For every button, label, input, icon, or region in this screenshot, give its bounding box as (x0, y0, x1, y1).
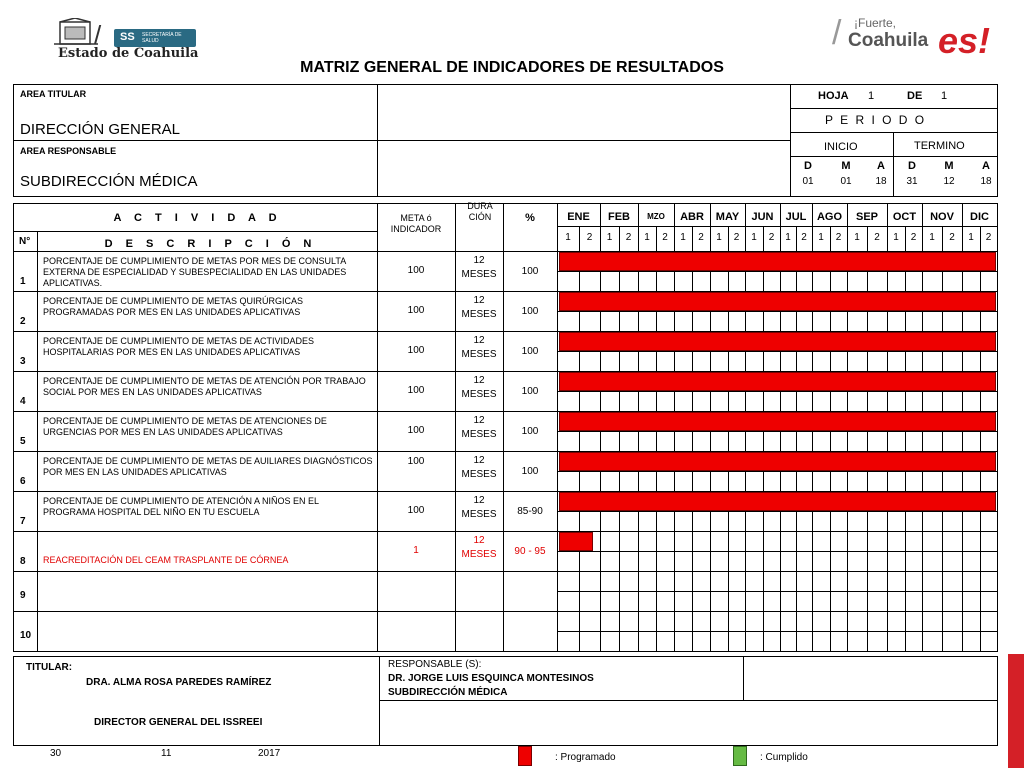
row-percent: 100 (521, 306, 539, 317)
month-header: ABR (680, 211, 704, 223)
row-number: 6 (20, 476, 26, 487)
half-divider (763, 226, 764, 651)
descripcion-header: D E S C R I P C I Ó N (104, 238, 312, 250)
titular-label: TITULAR: (26, 662, 73, 673)
half-label: 2 (733, 232, 740, 243)
area-titular-value: DIRECCIÓN GENERAL (20, 121, 181, 138)
logo-fuerte: ¡Fuerte, (854, 16, 897, 30)
row-number: 3 (20, 356, 26, 367)
actividad-header: A C T I V I D A D (113, 212, 277, 224)
row-number: 10 (20, 630, 32, 641)
sub-row-divider (557, 591, 997, 592)
row-meta: 1 (413, 545, 419, 556)
row-number: 4 (20, 396, 26, 407)
month-header: ENE (567, 211, 590, 223)
half-divider (728, 226, 729, 651)
row-duration: 12 MESES (461, 335, 497, 360)
row-percent: 100 (521, 386, 539, 397)
row-description: PORCENTAJE DE CUMPLIMIENTO DE ATENCIÓN A NIÑOS EN EL PROGRAMA HOSPITAL DEL NIÑO EN TU ESCUELA (43, 496, 319, 517)
row-meta: 100 (407, 456, 425, 467)
row-divider (13, 531, 998, 532)
sub-row-divider (557, 471, 997, 472)
half-label: 1 (716, 232, 722, 243)
half-divider (830, 226, 831, 651)
programmed-bar (559, 532, 593, 551)
half-divider (980, 226, 981, 651)
legend-programado-label: : Programado (555, 752, 616, 763)
hoja-label: HOJA (818, 90, 849, 102)
date-header: A (982, 160, 990, 172)
row-percent: 100 (521, 426, 539, 437)
legend-cumplido-swatch (733, 746, 747, 766)
sub-row-divider (557, 431, 997, 432)
date-header: A (877, 160, 885, 172)
half-label: 2 (698, 232, 704, 243)
month-header: NOV (930, 211, 954, 223)
month-header: OCT (892, 211, 917, 223)
date-header: D (908, 160, 916, 172)
programmed-bar (559, 252, 996, 271)
month-header: DIC (970, 211, 989, 223)
programmed-bar (559, 372, 996, 391)
side-stripe (1008, 654, 1024, 768)
responsable-label: RESPONSABLE (S): (388, 659, 482, 670)
programmed-bar (559, 292, 996, 311)
month-header: SEP (855, 211, 878, 223)
coat-of-arms-icon (52, 18, 100, 48)
programmed-bar (559, 452, 996, 471)
row-divider (13, 611, 998, 612)
row-description: PORCENTAJE DE CUMPLIMIENTO DE METAS DE AUILIARES DIAGNÓSTICOS POR MES EN LAS UNIDADES APLICATIVAS (43, 456, 373, 477)
coahuila-logo: / ¡Fuerte, Coahuila es! (832, 14, 991, 61)
half-label: 1 (606, 232, 613, 243)
date-value: 01 (840, 176, 852, 187)
programmed-bar (559, 332, 996, 351)
row-description: PORCENTAJE DE CUMPLIMIENTO DE METAS POR MES DE CONSULTA EXTERNA DE ESPECIALIDAD Y SUBESPECIALIDAD EN LAS UNIDADES APLICATIVAS. (43, 256, 347, 288)
row-percent: 100 (521, 346, 539, 357)
half-label: 2 (586, 232, 593, 243)
responsable-position: SUBDIRECCIÓN MÉDICA (388, 687, 508, 698)
sub-row-divider (557, 311, 997, 312)
de-value: 1 (941, 90, 948, 102)
half-divider (796, 226, 797, 651)
row-description: PORCENTAJE DE CUMPLIMIENTO DE METAS DE ACTIVIDADES HOSPITALARIAS POR MES EN LAS UNIDADES APLICATIVAS (43, 336, 315, 357)
half-label: 1 (968, 232, 974, 243)
sub-row-divider (557, 511, 997, 512)
month-header: JUL (785, 211, 807, 223)
titular-name: DRA. ALMA ROSA PAREDES RAMÍREZ (86, 677, 272, 688)
date-value: 12 (943, 176, 955, 187)
row-duration: 12 MESES (461, 415, 497, 440)
row-number: 1 (20, 276, 26, 287)
half-label: 1 (565, 232, 571, 243)
inicio-label: INICIO (824, 141, 858, 153)
month-header: AGO (816, 211, 843, 223)
row-divider (13, 571, 998, 572)
row-meta: 100 (407, 265, 425, 276)
sub-row-divider (557, 631, 997, 632)
row-duration: 12 MESES (461, 255, 497, 280)
pct-header: % (525, 212, 535, 224)
row-percent: 100 (521, 466, 539, 477)
half-label: 1 (680, 232, 686, 243)
responsable-name: DR. JORGE LUIS ESQUINCA MONTESINOS (388, 673, 594, 684)
half-divider (942, 226, 943, 651)
legend-programado-swatch (518, 746, 532, 766)
half-divider (579, 226, 580, 651)
logo-es: es! (938, 20, 991, 61)
date-header: M (944, 160, 954, 172)
half-divider (905, 226, 906, 651)
half-label: 2 (768, 232, 775, 243)
date-value: 01 (802, 176, 814, 187)
row-description: PORCENTAJE DE CUMPLIMIENTO DE METAS QUIRÚRGICAS PROGRAMADAS POR MES EN LAS UNIDADES APLICATIVAS (43, 296, 304, 317)
date-header: D (804, 160, 812, 172)
half-divider (867, 226, 868, 651)
date-month: 11 (161, 748, 172, 759)
no-header: N° (19, 236, 31, 247)
row-meta: 100 (407, 345, 425, 356)
ss-badge-text: SS (120, 31, 135, 43)
half-divider (656, 226, 657, 651)
half-label: 1 (751, 232, 757, 243)
ss-badge-sub: SECRETARÍA DE SALUD (142, 32, 182, 44)
row-meta: 100 (407, 425, 425, 436)
half-label: 2 (910, 232, 917, 243)
row-number: 9 (20, 590, 26, 601)
half-label: 1 (644, 232, 650, 243)
row-meta: 100 (407, 385, 425, 396)
legend-cumplido-label: : Cumplido (760, 752, 808, 763)
page-title: MATRIZ GENERAL DE INDICADORES DE RESULTADOS (300, 59, 724, 76)
meta-header: META ó INDICADOR (390, 213, 442, 234)
row-duration: 12 MESES (461, 495, 497, 520)
row-duration: 12 MESES (461, 455, 497, 480)
titular-position: DIRECTOR GENERAL DEL ISSREEI (94, 717, 263, 728)
row-meta: 100 (407, 305, 425, 316)
duracion-header: DURA CIÓN (467, 201, 493, 222)
half-label: 1 (929, 232, 935, 243)
half-label: 2 (801, 232, 807, 243)
sub-row-divider (557, 271, 997, 272)
sub-row-divider (557, 551, 997, 552)
row-number: 2 (20, 316, 26, 327)
half-label: 2 (874, 232, 880, 243)
row-description: REACREDITACIÓN DEL CEAM TRASPLANTE DE CÓRNEA (43, 555, 289, 565)
area-titular-label: AREA TITULAR (20, 89, 87, 99)
month-header: MZO (647, 212, 665, 221)
date-value: 18 (875, 176, 887, 187)
sub-row-divider (557, 391, 997, 392)
half-label: 2 (625, 232, 632, 243)
area-responsable-label: AREA RESPONSABLE (20, 146, 117, 156)
logo-coahuila: Coahuila (848, 30, 929, 51)
row-percent: 85-90 (517, 506, 543, 517)
month-header: MAY (715, 211, 740, 223)
date-value: 18 (980, 176, 992, 187)
row-number: 8 (20, 556, 26, 567)
month-header: FEB (608, 211, 630, 223)
row-percent: 100 (521, 266, 539, 277)
row-duration: 12 MESES (461, 295, 497, 320)
row-duration: 12 MESES (461, 535, 497, 560)
row-duration: 12 MESES (461, 375, 497, 400)
row-meta: 100 (407, 505, 425, 516)
ss-badge (114, 29, 196, 47)
half-divider (619, 226, 620, 651)
month-header: JUN (751, 211, 774, 223)
termino-label: TERMINO (914, 140, 965, 152)
half-label: 1 (818, 232, 824, 243)
date-header: M (841, 160, 851, 172)
half-label: 2 (949, 232, 955, 243)
programmed-bar (559, 492, 996, 511)
state-name: Estado de Coahuila (58, 46, 199, 61)
date-year: 2017 (258, 748, 281, 759)
row-number: 5 (20, 436, 26, 447)
half-label: 1 (854, 232, 860, 243)
half-label: 1 (893, 232, 899, 243)
half-label: 1 (785, 232, 791, 243)
half-label: 2 (985, 232, 992, 243)
state-logo: / SS SECRETARÍA DE SALUD Estado de Coahuila (48, 18, 208, 62)
area-responsable-value: SUBDIRECCIÓN MÉDICA (20, 173, 198, 190)
date-day: 30 (50, 748, 62, 759)
row-description: PORCENTAJE DE CUMPLIMIENTO DE METAS DE ATENCIONES DE URGENCIAS POR MES EN LAS UNIDADES APLICATIVAS (43, 416, 327, 437)
periodo-label: P E R I O D O (825, 113, 925, 127)
row-number: 7 (20, 516, 26, 527)
half-label: 2 (662, 232, 668, 243)
row-description: PORCENTAJE DE CUMPLIMIENTO DE METAS DE ATENCIÓN POR TRABAJO SOCIAL POR MES EN LAS UNIDADES APLICATIVAS (43, 376, 366, 397)
hoja-value: 1 (868, 90, 875, 102)
half-divider (692, 226, 693, 651)
row-percent: 90 - 95 (514, 546, 546, 557)
date-value: 31 (906, 176, 918, 187)
programmed-bar (559, 412, 996, 431)
half-label: 2 (835, 232, 842, 243)
de-label: DE (907, 90, 923, 102)
sub-row-divider (557, 351, 997, 352)
